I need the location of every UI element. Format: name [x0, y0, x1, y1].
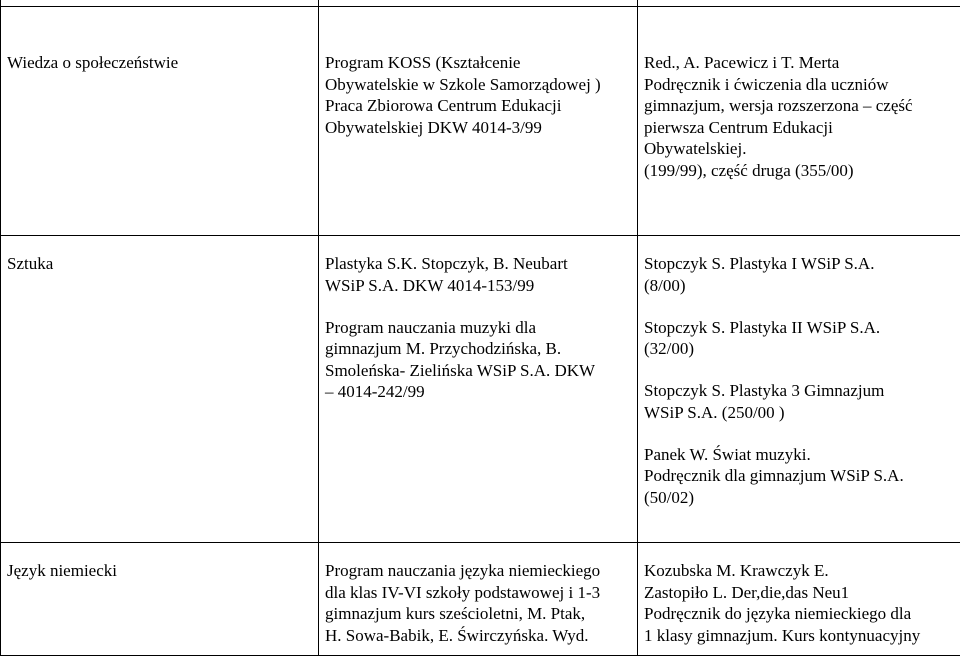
textbook-cell: [638, 543, 960, 656]
paragraph-gap: [644, 360, 956, 381]
table-row-sztuka: [1, 236, 960, 543]
text-line: Kozubska M. Krawczyk E.: [644, 560, 956, 582]
text-line: Zastopiło L. Der,die,das Neu1: [644, 582, 956, 604]
program-entry: [325, 253, 633, 296]
subject-name: Język niemiecki: [7, 560, 314, 582]
program-cell: [319, 236, 638, 543]
table-row-wos: [1, 7, 960, 236]
text-line: WSiP S.A. (250/00 ): [644, 402, 956, 424]
table-row-niemiecki: [1, 543, 960, 656]
textbook-cell: [638, 236, 960, 543]
text-line: Podręcznik dla gimnazjum WSiP S.A.: [644, 465, 956, 487]
textbook-entry: [644, 380, 956, 423]
subject-cell: [1, 236, 319, 543]
text-line: H. Sowa-Babik, E. Świrczyńska. Wyd.: [325, 625, 633, 647]
text-line: Podręcznik do języka niemieckiego dla: [644, 603, 956, 625]
textbook-entry: [644, 317, 956, 360]
program-entry: [325, 560, 633, 646]
subject-cell: [1, 7, 319, 236]
text-line: Stopczyk S. Plastyka 3 Gimnazjum: [644, 380, 956, 402]
text-line: pierwsza Centrum Edukacji: [644, 117, 956, 139]
text-line: Obywatelskiej DKW 4014-3/99: [325, 117, 633, 139]
text-line: Panek W. Świat muzyki.: [644, 444, 956, 466]
subject-name: Wiedza o społeczeństwie: [7, 52, 314, 74]
text-line: gimnazjum, wersja rozszerzona – część: [644, 95, 956, 117]
text-line: Praca Zbiorowa Centrum Edukacji: [325, 95, 633, 117]
text-line: (8/00): [644, 275, 956, 297]
textbook-entry: [644, 444, 956, 509]
text-line: WSiP S.A. DKW 4014-153/99: [325, 275, 633, 297]
text-line: Obywatelskiej.: [644, 138, 956, 160]
text-line: Smoleńska- Zielińska WSiP S.A. DKW: [325, 360, 633, 382]
text-line: (199/99), część druga (355/00): [644, 160, 956, 182]
textbook-entry: [644, 253, 956, 296]
paragraph-gap: [644, 423, 956, 444]
textbook-entry: [644, 52, 956, 181]
textbook-entry: [644, 560, 956, 646]
textbook-cell: [638, 7, 960, 236]
text-line: – 4014-242/99: [325, 381, 633, 403]
program-cell: [319, 7, 638, 236]
text-line: Podręcznik i ćwiczenia dla uczniów: [644, 74, 956, 96]
subject-name: Sztuka: [7, 253, 314, 275]
text-line: gimnazjum kurs sześcioletni, M. Ptak,: [325, 603, 633, 625]
text-line: Program nauczania muzyki dla: [325, 317, 633, 339]
text-line: (50/02): [644, 487, 956, 509]
program-cell: [319, 543, 638, 656]
subject-cell: [1, 543, 319, 656]
program-entry: [325, 52, 633, 138]
text-line: Program nauczania języka niemieckiego: [325, 560, 633, 582]
text-line: Plastyka S.K. Stopczyk, B. Neubart: [325, 253, 633, 275]
paragraph-gap: [325, 296, 633, 317]
text-line: Red., A. Pacewicz i T. Merta: [644, 52, 956, 74]
text-line: Stopczyk S. Plastyka I WSiP S.A.: [644, 253, 956, 275]
text-line: 1 klasy gimnazjum. Kurs kontynuacyjny: [644, 625, 956, 647]
text-line: gimnazjum M. Przychodzińska, B.: [325, 338, 633, 360]
program-entry: [325, 317, 633, 403]
text-line: Obywatelskie w Szkole Samorządowej ): [325, 74, 633, 96]
text-line: (32/00): [644, 338, 956, 360]
paragraph-gap: [644, 296, 956, 317]
text-line: dla klas IV-VI szkoły podstawowej i 1-3: [325, 582, 633, 604]
text-line: Stopczyk S. Plastyka II WSiP S.A.: [644, 317, 956, 339]
text-line: Program KOSS (Kształcenie: [325, 52, 633, 74]
